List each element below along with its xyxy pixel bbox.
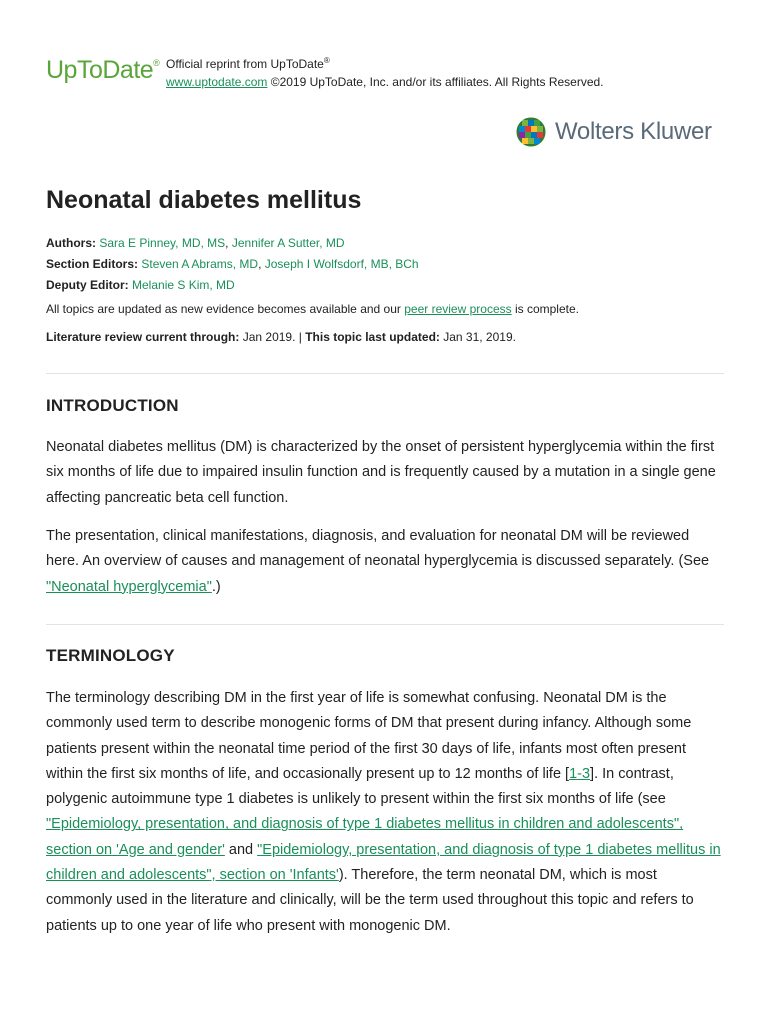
authors-row: Authors: Sara E Pinney, MD, MS, Jennifer A Sutter, MD [46,236,345,250]
reference-link[interactable]: 1-3 [569,765,591,782]
intro-heading: INTRODUCTION [46,396,179,415]
logo-registered-mark: ® [153,58,160,68]
reprint-notice [166,52,604,91]
intro-p2-text: The presentation, clinical manifestations, diagnosis, and evaluation for neonatal DM will be reviewed here. An overview of causes and management of neonatal hyperglycemia is discussed separately. (See [46,528,710,570]
review-dates [46,330,516,344]
publisher-name: Wolters Kluwer [555,118,712,145]
wolters-kluwer-globe-icon [515,116,547,148]
copyright-line [166,73,604,91]
authors-label: Authors: [46,236,96,250]
neonatal-hyperglycemia-link[interactable]: "Neonatal hyperglycemia" [46,578,212,595]
editor-link[interactable]: Steven A Abrams, MD [141,257,259,271]
lit-review-value: Jan 2019. | [239,330,306,344]
page-header [46,50,726,90]
peer-review-link[interactable]: peer review process [404,302,512,316]
section-editors-row: Section Editors: Steven A Abrams, MD, Joseph I Wolfsdorf, MB, BCh [46,257,419,271]
section-editors-label: Section Editors: [46,257,139,271]
wolters-kluwer-logo [515,114,715,150]
deputy-editor-label: Deputy Editor: [46,278,129,292]
terminology-text: and [224,841,258,858]
terminology-heading: TERMINOLOGY [46,646,175,665]
deputy-editor-link[interactable]: Melanie S Kim, MD [132,278,235,292]
uptodate-logo [46,56,159,85]
copyright-text: ©2019 UpToDate, Inc. and/or its affiliates. All Rights Reserved. [267,75,604,89]
reprint-line [166,52,604,73]
author-link[interactable]: Sara E Pinney, MD, MS [99,236,226,250]
terminology-paragraph [46,686,726,939]
lit-review-label: Literature review current through: [46,330,240,344]
update-note [46,302,579,316]
editor-link[interactable]: Joseph I Wolfsdorf, MB, BCh [264,257,419,271]
section-divider [46,624,724,625]
terminology-text: ]. In contrast, polygenic autoimmune type 1 diabetes is unlikely to present within the first six months of life (see [46,765,674,808]
site-link[interactable]: www.uptodate.com [166,75,268,89]
update-note-end: is complete. [511,302,579,316]
type1-infants-link[interactable]: "Epidemiology, presentation, and diagnosis of type 1 diabetes mellitus in children and adolescents", section on 'Infants' [46,841,721,884]
page-title: Neonatal diabetes mellitus [46,186,362,214]
reprint-registered-mark: ® [323,56,330,65]
last-updated-value: Jan 31, 2019. [439,330,516,344]
article-credits [46,233,726,296]
deputy-editor-row [46,275,726,296]
reprint-text: Official reprint from UpToDate [166,57,324,71]
intro-paragraph-1: Neonatal diabetes mellitus (DM) is characterized by the onset of persistent hyperglycemia within the first six months of life due to impaired insulin function and is frequently caused by a mutation in a single gene affecting pancreatic beta cell function. [46,439,716,506]
update-note-text: All topics are updated as new evidence becomes available and our [46,302,405,316]
logo-text: UpToDate [46,56,154,84]
section-divider [46,373,724,374]
terminology-text: ). Therefore, the term neonatal DM, which is most commonly used in the literature and clinically, will be the term used throughout this topic and refers to patients up to one year of life who present with monogenic DM. [46,867,694,934]
author-link[interactable]: Jennifer A Sutter, MD [231,236,345,250]
intro-paragraph-2 [46,524,726,600]
type1-age-gender-link[interactable]: "Epidemiology, presentation, and diagnosis of type 1 diabetes mellitus in children and adolescents", section on 'Age and gender' [46,816,684,858]
intro-p2-end: .) [211,578,221,595]
terminology-text: The terminology describing DM in the first year of life is somewhat confusing. Neonatal DM is the commonly used term to describe monogenic forms of DM that present during infancy. Although some patients present within the neonatal time period of the first 30 days of life, infants most often present within the first six months of life, and occasionally present up to 12 months of life [ [46,690,692,782]
last-updated-label: This topic last updated: [305,330,440,344]
